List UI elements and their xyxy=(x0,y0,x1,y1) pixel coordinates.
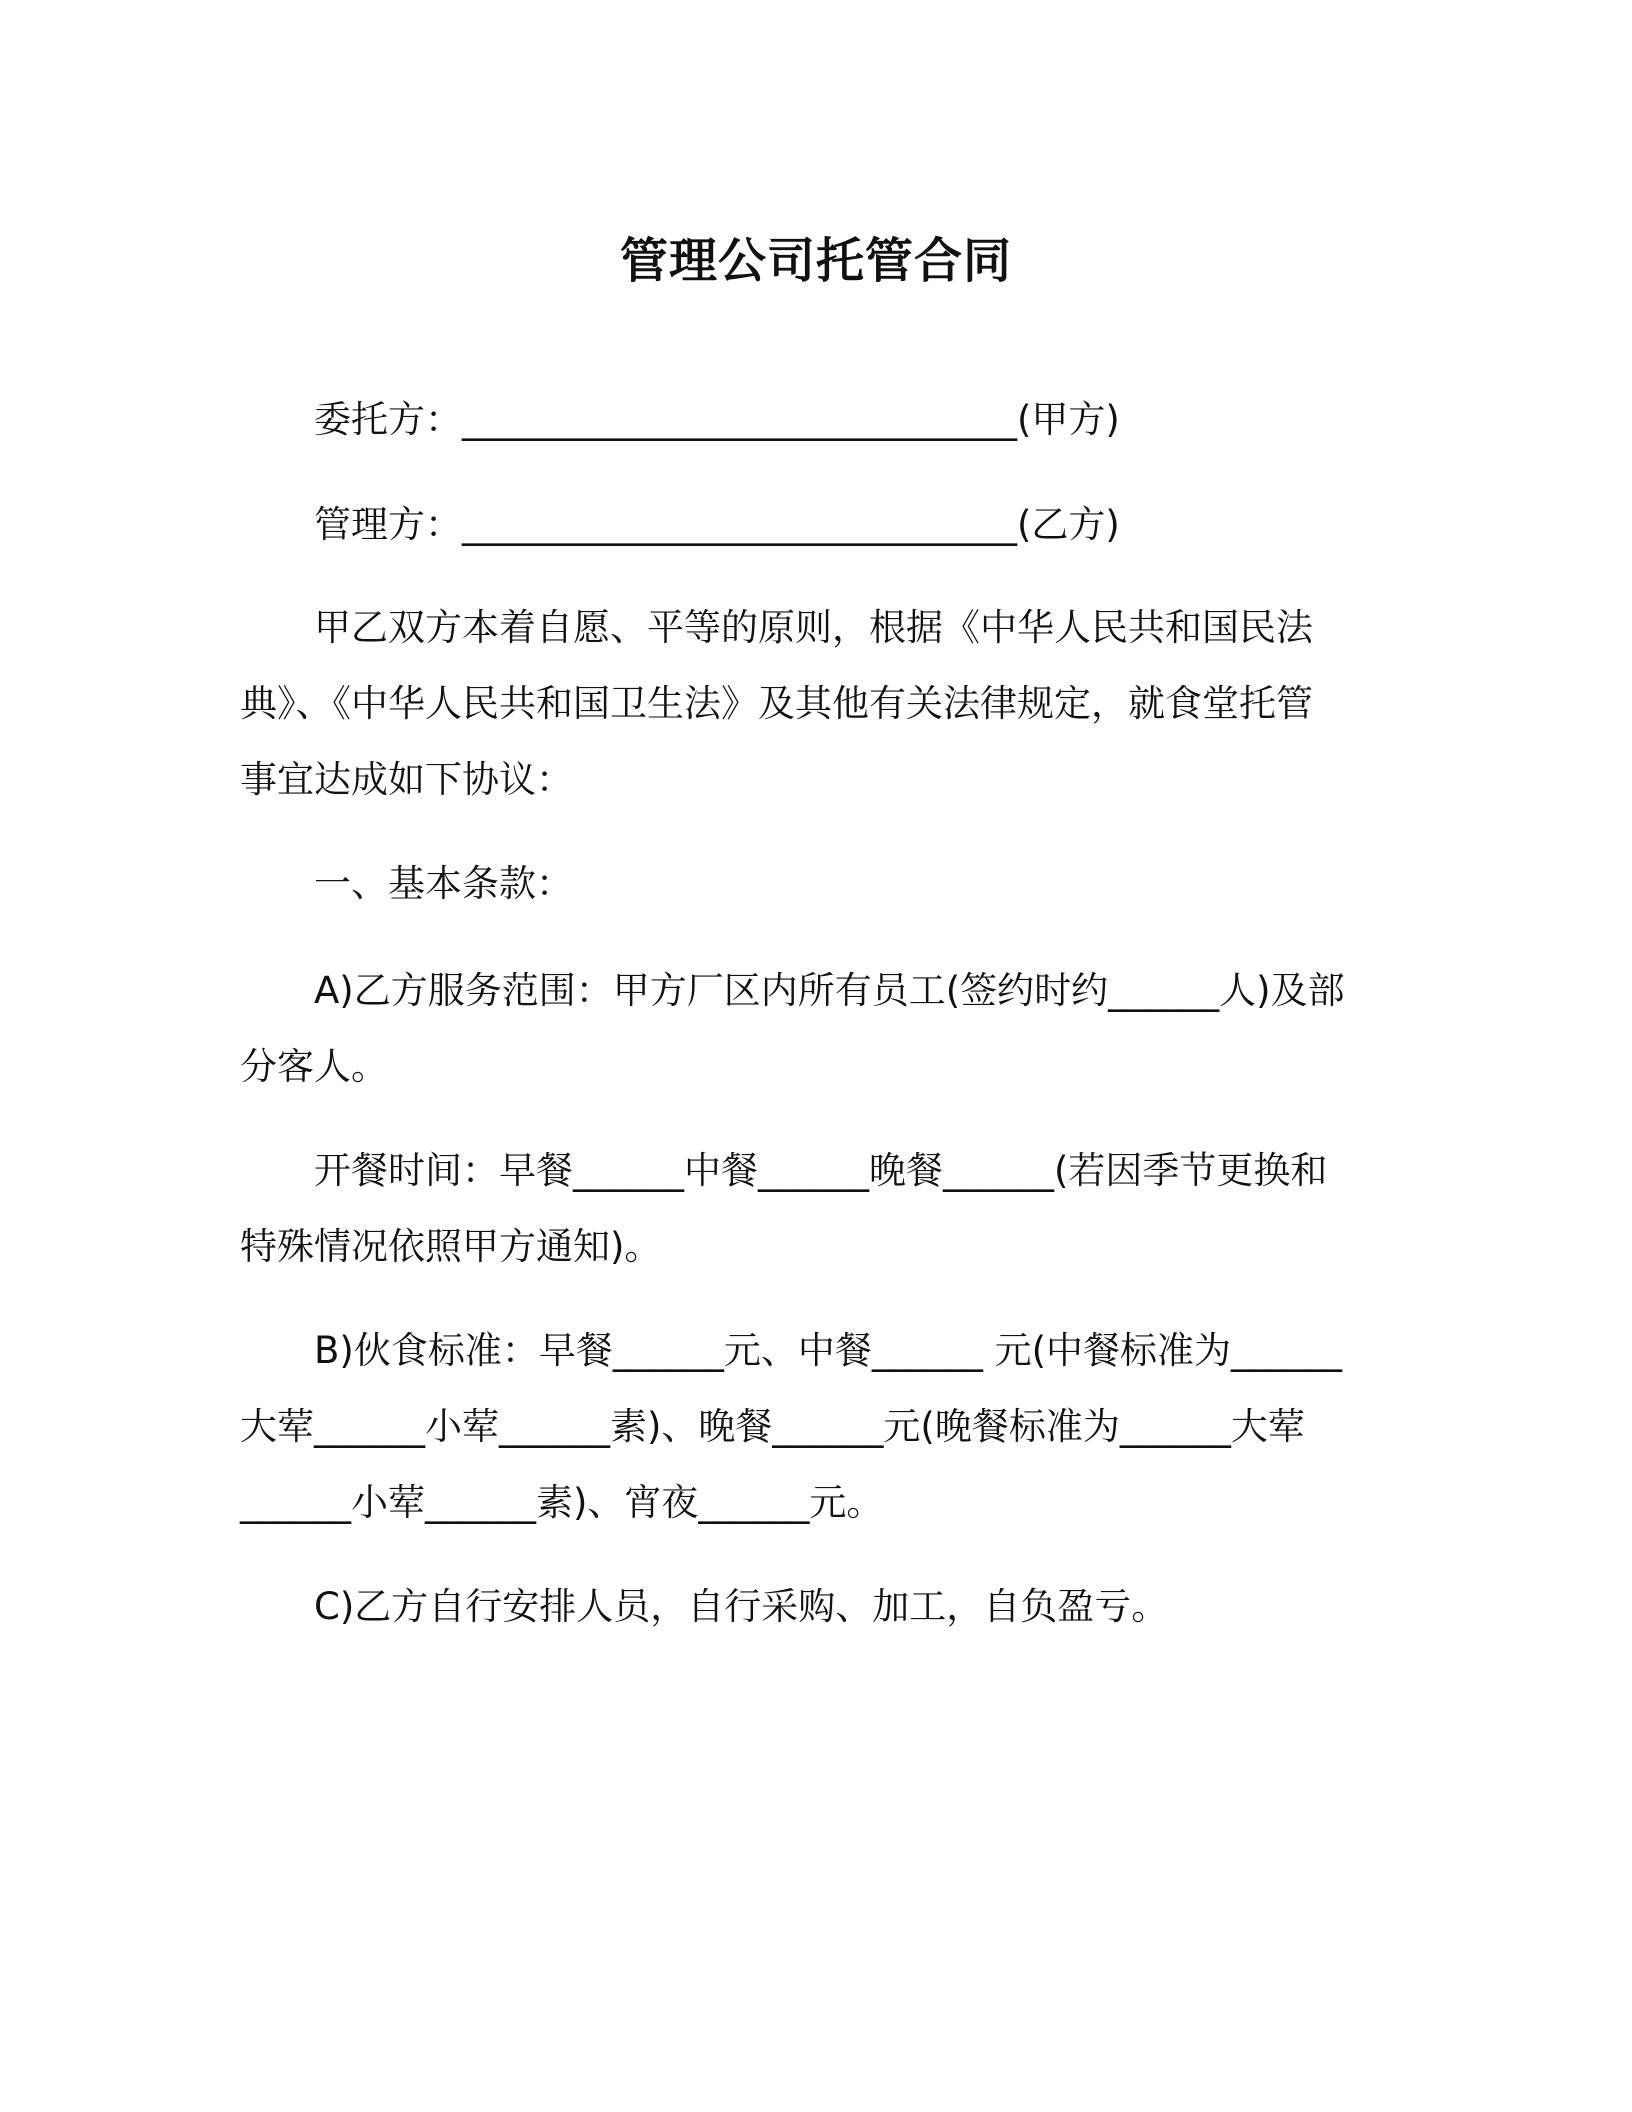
meal-time-line-1: 开餐时间：早餐______中餐______晚餐______(若因季节更换和 xyxy=(314,1149,1328,1192)
clause-b-line-2: 大荤______小荤______素)、晚餐______元(晚餐标准为______大荤 xyxy=(240,1405,1305,1448)
manager-party-line: 管理方：______________________________(乙方) xyxy=(314,503,1120,546)
document-title: 管理公司托管合同 xyxy=(619,233,1012,289)
client-party-line: 委托方：______________________________(甲方) xyxy=(314,398,1120,441)
clause-c-line: C)乙方自行安排人员，自行采购、加工，自负盈亏。 xyxy=(314,1585,1169,1628)
preamble-line-3: 事宜达成如下协议： xyxy=(240,758,573,801)
preamble-line-2: 典》、《中华人民共和国卫生法》及其他有关法律规定，就食堂托管 xyxy=(240,682,1313,725)
meal-time-line-2: 特殊情况依照甲方通知)。 xyxy=(240,1225,662,1268)
clause-a-line-2: 分客人。 xyxy=(240,1045,388,1088)
clause-b-line-1: B)伙食标准：早餐______元、中餐______ 元(中餐标准为______ xyxy=(314,1329,1343,1372)
clause-a-line-1: A)乙方服务范围：甲方厂区内所有员工(签约时约______人)及部 xyxy=(314,969,1345,1012)
clause-b-line-3: ______小荤______素)、宵夜______元。 xyxy=(240,1481,884,1524)
section-heading-basic-terms: 一、基本条款： xyxy=(314,862,573,905)
preamble-line-1: 甲乙双方本着自愿、平等的原则，根据《中华人民共和国民法 xyxy=(314,606,1313,649)
